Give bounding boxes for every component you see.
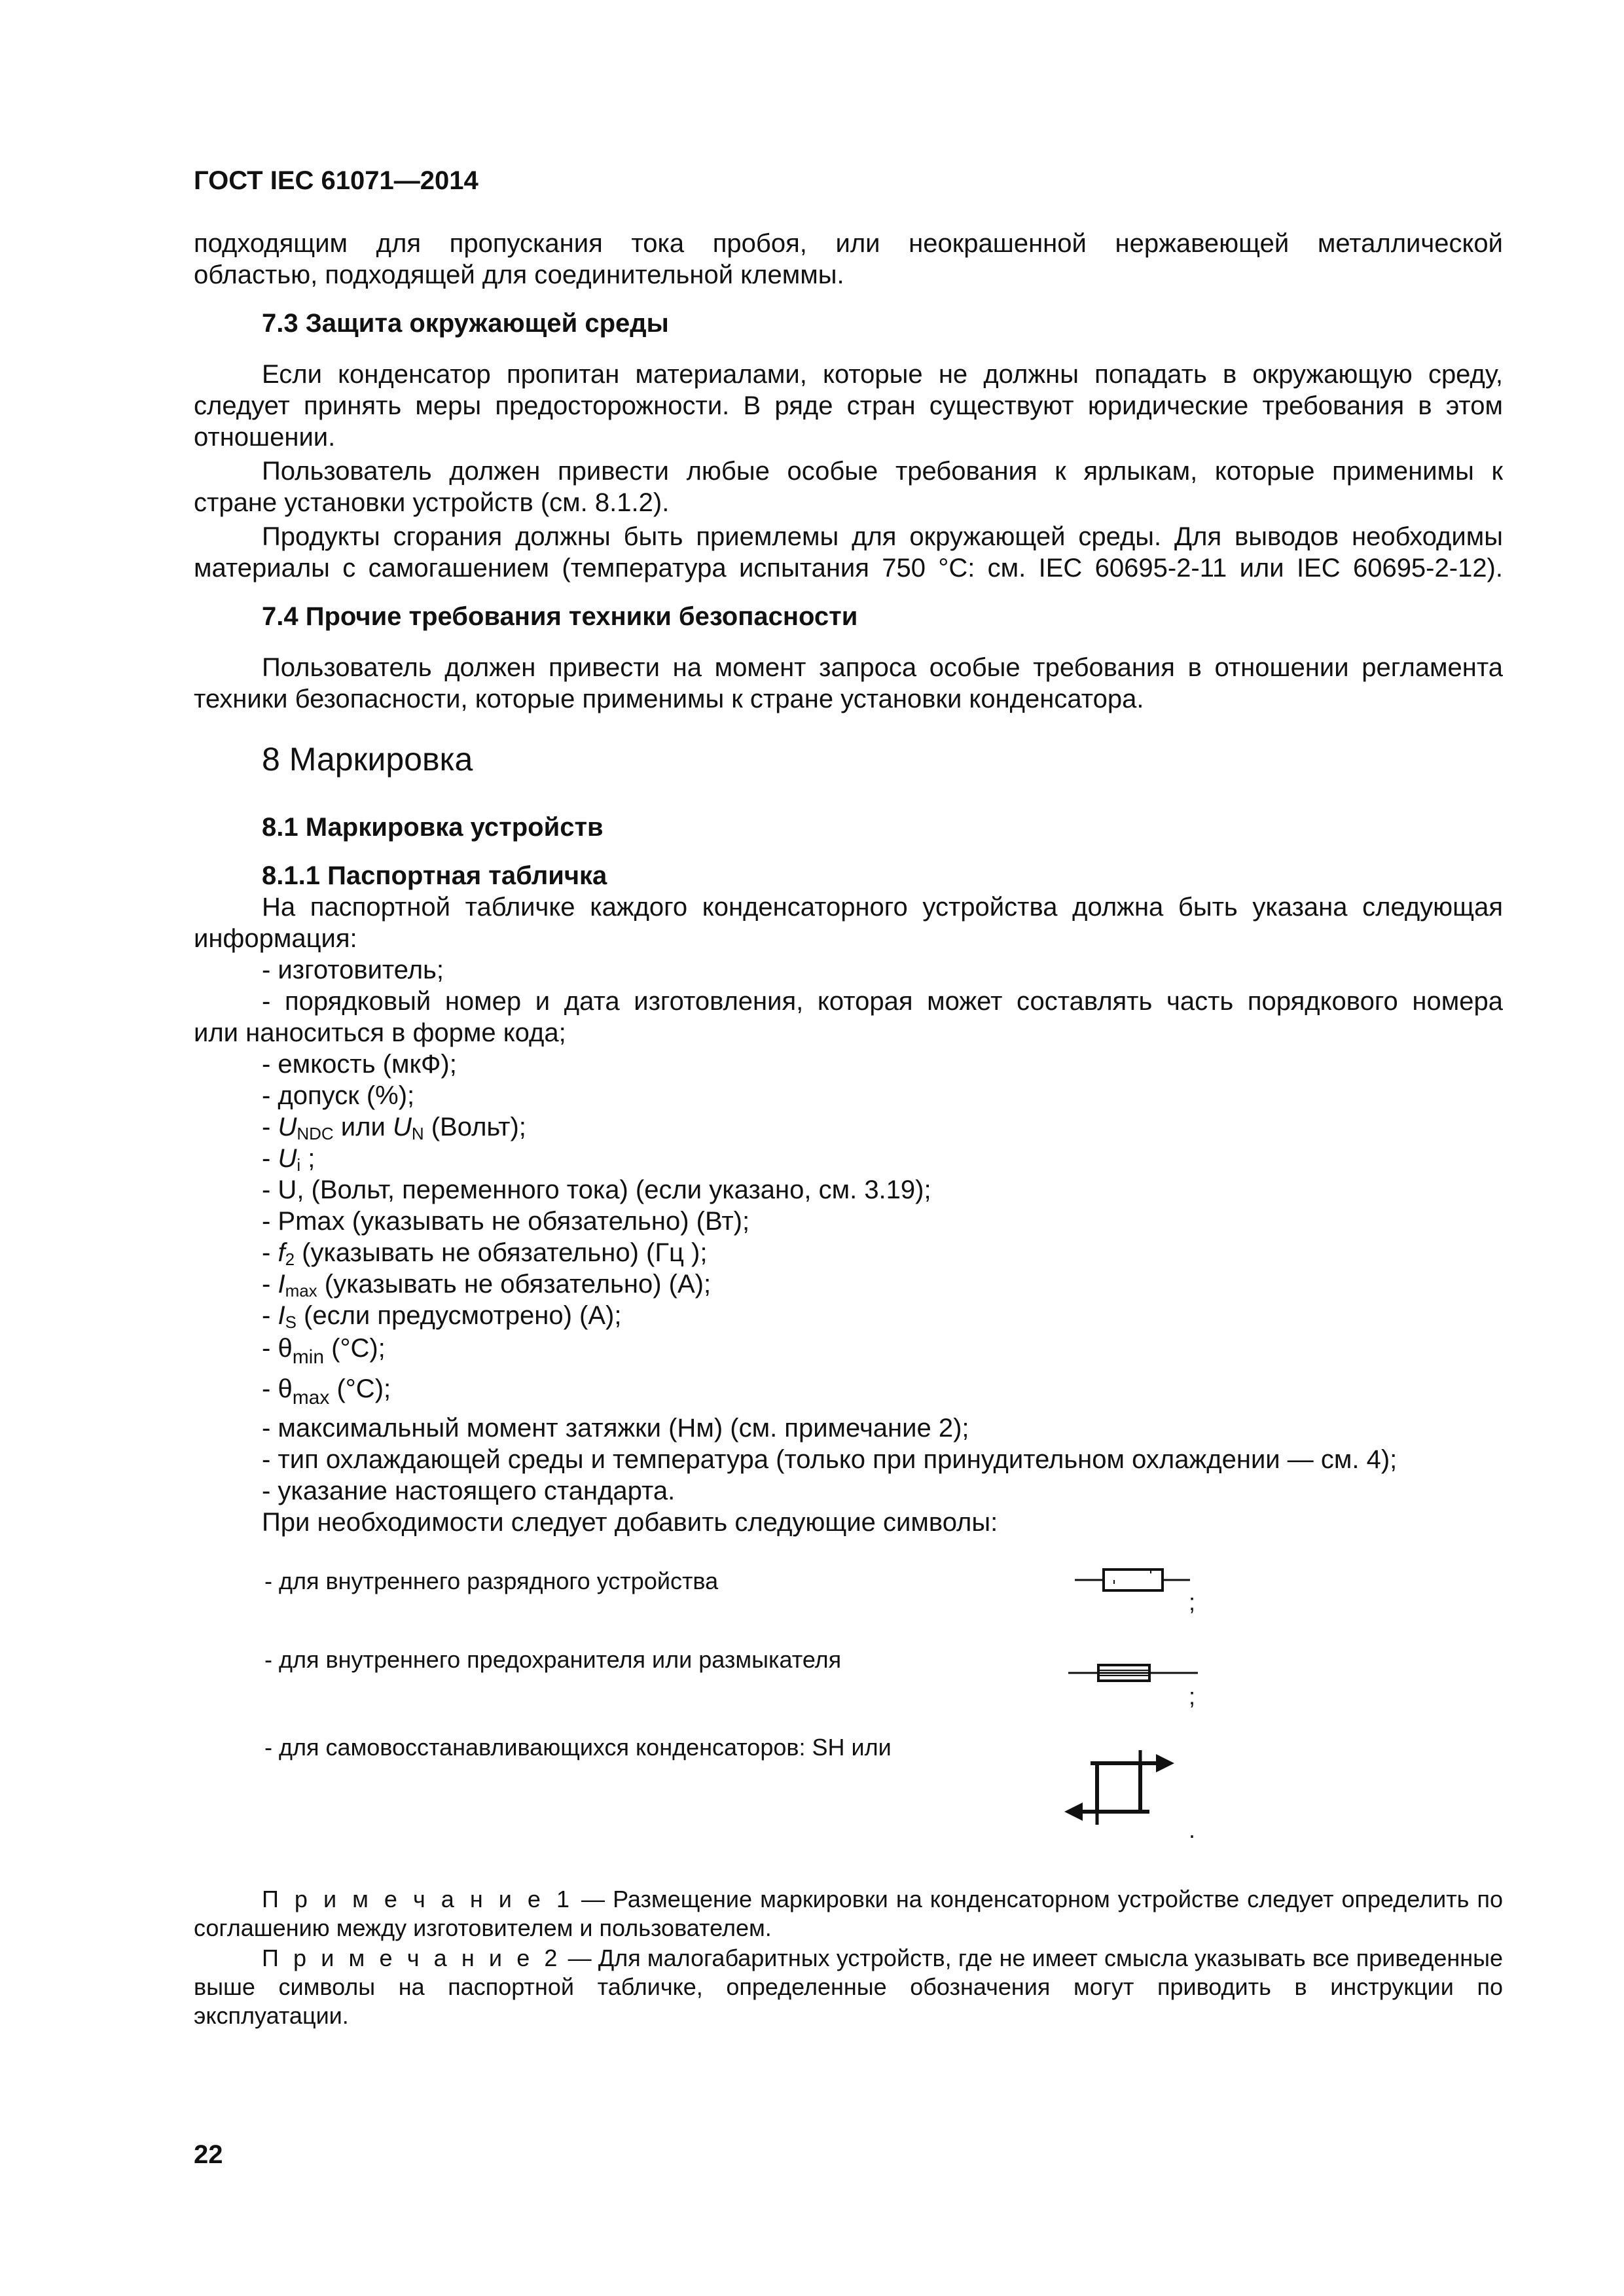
intro-line-1: подходящим для пропускания тока пробоя, или неокрашенной нержавеющей металлической bbox=[194, 229, 1503, 258]
note-2-line1: П р и м е ч а н и е 2 — Для малогабаритных устройств, где не имеет смысла указывать все приведенные bbox=[262, 1945, 1504, 1971]
section-7-3-title: 7.3 Защита окружающей среды bbox=[262, 309, 669, 338]
section-8-title: 8 Маркировка bbox=[262, 741, 473, 778]
s73-p2-line1: Пользователь должен привести любые особые требования к ярлыкам, которые применимы к bbox=[262, 457, 1503, 486]
s73-p1-line3: отношении. bbox=[194, 423, 336, 452]
s74-p1-line1: Пользователь должен привести на момент запроса особые требования в отношении регламента bbox=[262, 653, 1503, 682]
s811-p1-line2: информация: bbox=[194, 924, 357, 953]
s811-p1-line1: На паспортной табличке каждого конденсаторного устройства должна быть указана следующая bbox=[262, 893, 1503, 922]
discharge-device-icon bbox=[1074, 1558, 1191, 1604]
symbol-fuse-label: - для внутреннего предохранителя или размыкателя bbox=[264, 1646, 842, 1673]
list-item-tolerance: - допуск (%); bbox=[262, 1081, 415, 1110]
list-item-standard: - указание настоящего стандарта. bbox=[262, 1477, 676, 1505]
note-2-line2: выше символы на паспортной табличке, определенные обозначения могут приводить в инструкции по bbox=[194, 1973, 1503, 2000]
s74-p1-line2: техники безопасности, которые применимы к стране установки конденсатора. bbox=[194, 685, 1144, 713]
note-1-line1: П р и м е ч а н и е 1 — Размещение маркировки на конденсаторном устройстве следует определить по bbox=[262, 1886, 1503, 1912]
list-item-pmax: - Pmax (указывать не обязательно) (Вт); bbox=[262, 1207, 750, 1236]
symbol-self-healing-punct: . bbox=[1189, 1816, 1196, 1843]
list-item-cooling: - тип охлаждающей среды и температура (только при принудительном охлаждении — см. 4); bbox=[262, 1445, 1398, 1474]
intro-line-2: областью, подходящей для соединительной клеммы. bbox=[194, 260, 844, 289]
list-item-insulation-voltage: - $U_i$ ; bbox=[262, 1144, 316, 1175]
list-item-capacitance: - емкость (мкФ); bbox=[262, 1050, 457, 1079]
list-item-manufacturer: - изготовитель; bbox=[262, 956, 444, 984]
symbol-discharge-punct: ; bbox=[1189, 1588, 1196, 1615]
section-8-1-title: 8.1 Маркировка устройств bbox=[262, 813, 604, 842]
list-item-serial-line1: - порядковый номер и дата изготовления, которая может составлять часть порядкового номера bbox=[262, 987, 1503, 1016]
s73-p3-line1: Продукты сгорания должны быть приемлемы для окружающей среды. Для выводов необходимы bbox=[262, 522, 1503, 551]
symbol-fuse-punct: ; bbox=[1189, 1683, 1196, 1710]
list-item-ac-voltage: - U, (Вольт, переменного тока) (если указано, см. 3.19); bbox=[262, 1175, 931, 1204]
page-number: 22 bbox=[194, 2140, 223, 2169]
note-2-line3: эксплуатации. bbox=[194, 2002, 349, 2029]
section-8-1-1-title: 8.1.1 Паспортная табличка bbox=[262, 861, 607, 890]
list-item-imax: - $I_{max}$ (указывать не обязательно) (А); bbox=[262, 1270, 712, 1300]
symbols-intro: При необходимости следует добавить следующие символы: bbox=[262, 1508, 998, 1537]
fuse-icon bbox=[1067, 1652, 1198, 1691]
list-item-voltage: - $U_{NDC}$ или $U_N$ (Вольт); bbox=[262, 1113, 526, 1143]
symbol-discharge-label: - для внутреннего разрядного устройства bbox=[264, 1568, 719, 1594]
list-item-theta-max: - $\theta_{max}$ (°С); bbox=[262, 1374, 391, 1408]
note-1-line2: соглашению между изготовителем и пользователем. bbox=[194, 1914, 772, 1941]
section-7-4-title: 7.4 Прочие требования техники безопасности bbox=[262, 602, 858, 631]
self-healing-icon bbox=[1064, 1745, 1176, 1830]
symbol-self-healing-label: - для самовосстанавливающихся конденсаторов: SH или bbox=[264, 1734, 892, 1761]
s73-p2-line2: стране установки устройств (см. 8.1.2). bbox=[194, 488, 670, 517]
list-item-is: - $I_S$ (если предусмотрено) (А); bbox=[262, 1301, 622, 1332]
s73-p1-line1: Если конденсатор пропитан материалами, которые не должны попадать в окружающую среду, bbox=[262, 360, 1503, 389]
document-header: ГОСТ IEC 61071—2014 bbox=[194, 166, 478, 195]
s73-p1-line2: следует принять меры предосторожности. В ряде стран существуют юридические требования в этом bbox=[194, 391, 1503, 420]
list-item-serial-line2: или наноситься в форме кода; bbox=[194, 1018, 566, 1047]
s73-p3-line2: материалы с самогашением (температура испытания 750 °С: см. IEC 60695-2-11 или IEC 60695-2-12). bbox=[194, 554, 1503, 583]
list-item-torque: - максимальный момент затяжки (Нм) (см. примечание 2); bbox=[262, 1414, 969, 1443]
list-item-theta-min: - $\theta_{min}$ (°С); bbox=[262, 1334, 386, 1368]
list-item-frequency: - $f_2$ (указывать не обязательно) (Гц ); bbox=[262, 1238, 708, 1269]
